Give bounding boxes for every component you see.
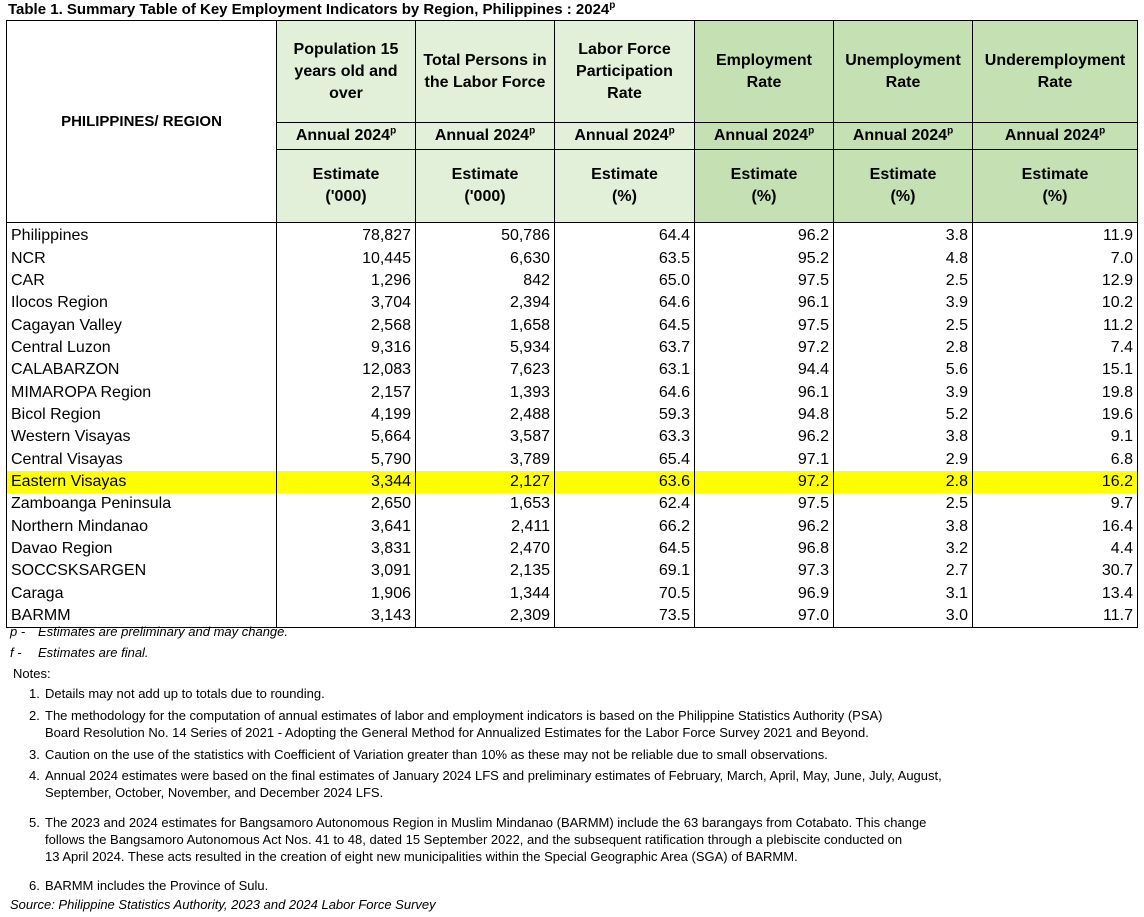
value-cell: 10,445 — [277, 247, 416, 269]
value-cell: 5.2 — [834, 404, 973, 426]
value-cell: 3.8 — [834, 515, 973, 537]
value-cell: 3.8 — [834, 426, 973, 448]
unit-header: Estimate (%) — [555, 150, 695, 223]
value-cell: 5,934 — [416, 337, 555, 359]
region-name-cell: BARMM — [7, 605, 277, 628]
value-cell: 11.9 — [973, 223, 1138, 248]
footnote-final: f - Estimates are final. — [10, 645, 149, 660]
region-name-cell: NCR — [7, 247, 277, 269]
value-cell: 4.4 — [973, 538, 1138, 560]
value-cell: 94.4 — [695, 359, 834, 381]
table-row — [7, 471, 1138, 493]
value-cell: 5,664 — [277, 426, 416, 448]
value-cell: 50,786 — [416, 223, 555, 248]
column-header-population: Population 15 years old and over — [277, 21, 416, 123]
value-cell: 3.1 — [834, 583, 973, 605]
value-cell: 1,658 — [416, 314, 555, 336]
column-header-underemployment-rate: Underemployment Rate — [973, 21, 1138, 123]
value-cell: 1,653 — [416, 493, 555, 515]
value-cell: 70.5 — [555, 583, 695, 605]
period-header: Annual 2024$^p$ — [416, 123, 555, 150]
table-row — [7, 560, 1138, 582]
region-name-cell: Cagayan Valley — [7, 314, 277, 336]
table-row — [7, 359, 1138, 381]
table-row — [7, 426, 1138, 448]
value-cell: 12,083 — [277, 359, 416, 381]
value-cell: 1,393 — [416, 381, 555, 403]
value-cell: 7,623 — [416, 359, 555, 381]
region-name-cell: MIMAROPA Region — [7, 381, 277, 403]
table-row — [7, 404, 1138, 426]
value-cell: 97.5 — [695, 314, 834, 336]
value-cell: 842 — [416, 270, 555, 292]
table-row — [7, 247, 1138, 269]
table-row — [7, 515, 1138, 537]
unit-header: Estimate (%) — [834, 150, 973, 223]
value-cell: 16.2 — [973, 471, 1138, 493]
region-name-cell: Philippines — [7, 223, 277, 248]
value-cell: 64.5 — [555, 314, 695, 336]
region-name-cell: Ilocos Region — [7, 292, 277, 314]
value-cell: 9,316 — [277, 337, 416, 359]
value-cell: 3,704 — [277, 292, 416, 314]
value-cell: 2,394 — [416, 292, 555, 314]
value-cell: 2.8 — [834, 337, 973, 359]
period-header: Annual 2024$^p$ — [973, 123, 1138, 150]
table-row — [7, 583, 1138, 605]
value-cell: 63.6 — [555, 471, 695, 493]
value-cell: 2,157 — [277, 381, 416, 403]
value-cell: 78,827 — [277, 223, 416, 248]
value-cell: 3.9 — [834, 292, 973, 314]
value-cell: 3,831 — [277, 538, 416, 560]
value-cell: 69.1 — [555, 560, 695, 582]
value-cell: 2,488 — [416, 404, 555, 426]
value-cell: 64.6 — [555, 381, 695, 403]
value-cell: 3,143 — [277, 605, 416, 628]
table-row — [7, 270, 1138, 292]
value-cell: 1,296 — [277, 270, 416, 292]
value-cell: 2.8 — [834, 471, 973, 493]
notes-heading: Notes: — [13, 666, 51, 681]
value-cell: 96.1 — [695, 292, 834, 314]
value-cell: 3,587 — [416, 426, 555, 448]
value-cell: 66.2 — [555, 515, 695, 537]
value-cell: 97.3 — [695, 560, 834, 582]
value-cell: 3,344 — [277, 471, 416, 493]
value-cell: 2.5 — [834, 493, 973, 515]
period-header: Annual 2024$^p$ — [277, 123, 416, 150]
region-name-cell: CAR — [7, 270, 277, 292]
region-name-cell: Central Luzon — [7, 337, 277, 359]
region-name-cell: Western Visayas — [7, 426, 277, 448]
region-name-cell: Caraga — [7, 583, 277, 605]
value-cell: 2,470 — [416, 538, 555, 560]
note-item: 2. The methodology for the computation of annual estimates of labor and employment indicators is based on the Philippine Statistics Authority (PSA) Board Resolution No. 14 Series of 2021 - Adopting the General Method for Annualized Estimates for the Labor Force Survey 2021 and Beyond. — [29, 708, 883, 740]
unit-header: Estimate (%) — [695, 150, 834, 223]
region-name-cell: Zamboanga Peninsula — [7, 493, 277, 515]
column-header-unemployment-rate: Unemployment Rate — [834, 21, 973, 123]
region-name-cell: SOCCSKSARGEN — [7, 560, 277, 582]
column-header-employment-rate: Employment Rate — [695, 21, 834, 123]
value-cell: 11.2 — [973, 314, 1138, 336]
value-cell: 3.2 — [834, 538, 973, 560]
value-cell: 2.5 — [834, 270, 973, 292]
region-name-cell: Northern Mindanao — [7, 515, 277, 537]
value-cell: 97.5 — [695, 270, 834, 292]
source-line: Source: Philippine Statistics Authority, 2023 and 2024 Labor Force Survey — [10, 897, 436, 912]
value-cell: 7.4 — [973, 337, 1138, 359]
region-name-cell: Central Visayas — [7, 448, 277, 470]
table-row — [7, 493, 1138, 515]
note-item: 3. Caution on the use of the statistics with Coefficient of Variation greater than 10% as these may not be reliable due to small observations. — [29, 747, 828, 762]
unit-header: Estimate ('000) — [416, 150, 555, 223]
period-header: Annual 2024$^p$ — [834, 123, 973, 150]
value-cell: 2,411 — [416, 515, 555, 537]
table-row — [7, 337, 1138, 359]
value-cell: 9.1 — [973, 426, 1138, 448]
value-cell: 9.7 — [973, 493, 1138, 515]
value-cell: 3,641 — [277, 515, 416, 537]
value-cell: 96.2 — [695, 223, 834, 248]
value-cell: 6.8 — [973, 448, 1138, 470]
value-cell: 97.1 — [695, 448, 834, 470]
note-item: 5. The 2023 and 2024 estimates for Bangsamoro Autonomous Region in Muslim Mindanao (BARMM) include the 63 barangays from Cotabato. This change follows the Bangsamoro Autonomous Act Nos. 41 to 48, dated 15 September 2022, and the subsequent ratification through a plebiscite conducted on 13 April 2024. These acts resulted in the creation of eight new municipalities within the Special Geographic Area (SGA) of BARMM. — [29, 815, 927, 864]
value-cell: 96.1 — [695, 381, 834, 403]
value-cell: 59.3 — [555, 404, 695, 426]
footnote-preliminary: p - Estimates are preliminary and may change. — [10, 624, 289, 639]
note-item: 1. Details may not add up to totals due to rounding. — [29, 686, 325, 701]
value-cell: 2.9 — [834, 448, 973, 470]
value-cell: 3,091 — [277, 560, 416, 582]
period-header: Annual 2024$^p$ — [555, 123, 695, 150]
value-cell: 63.1 — [555, 359, 695, 381]
column-header-labor-force: Total Persons in the Labor Force — [416, 21, 555, 123]
value-cell: 64.6 — [555, 292, 695, 314]
value-cell: 16.4 — [973, 515, 1138, 537]
unit-header: Estimate (%) — [973, 150, 1138, 223]
note-item: 4. Annual 2024 estimates were based on the final estimates of January 2024 LFS and preliminary estimates of February, March, April, May, June, July, August, September, October, November, and December 2024 LFS. — [29, 768, 942, 800]
value-cell: 97.2 — [695, 471, 834, 493]
employment-indicators-table — [6, 20, 1138, 628]
value-cell: 3,789 — [416, 448, 555, 470]
table-row — [7, 381, 1138, 403]
value-cell: 96.2 — [695, 426, 834, 448]
value-cell: 63.7 — [555, 337, 695, 359]
value-cell: 97.0 — [695, 605, 834, 628]
value-cell: 1,906 — [277, 583, 416, 605]
value-cell: 15.1 — [973, 359, 1138, 381]
value-cell: 96.9 — [695, 583, 834, 605]
value-cell: 19.8 — [973, 381, 1138, 403]
table-title: Table 1. Summary Table of Key Employment Indicators by Region, Philippines : 2024$^p$ — [8, 0, 616, 18]
value-cell: 73.5 — [555, 605, 695, 628]
value-cell: 65.4 — [555, 448, 695, 470]
value-cell: 6,630 — [416, 247, 555, 269]
table-row — [7, 223, 1138, 248]
value-cell: 94.8 — [695, 404, 834, 426]
value-cell: 10.2 — [973, 292, 1138, 314]
value-cell: 65.0 — [555, 270, 695, 292]
value-cell: 1,344 — [416, 583, 555, 605]
value-cell: 95.2 — [695, 247, 834, 269]
value-cell: 19.6 — [973, 404, 1138, 426]
value-cell: 96.2 — [695, 515, 834, 537]
value-cell: 2,650 — [277, 493, 416, 515]
unit-header: Estimate ('000) — [277, 150, 416, 223]
value-cell: 97.2 — [695, 337, 834, 359]
region-name-cell: Bicol Region — [7, 404, 277, 426]
value-cell: 11.7 — [973, 605, 1138, 628]
column-header-lfpr: Labor Force Participation Rate — [555, 21, 695, 123]
value-cell: 3.8 — [834, 223, 973, 248]
value-cell: 64.4 — [555, 223, 695, 248]
value-cell: 64.5 — [555, 538, 695, 560]
value-cell: 7.0 — [973, 247, 1138, 269]
value-cell: 2.7 — [834, 560, 973, 582]
value-cell: 97.5 — [695, 493, 834, 515]
value-cell: 12.9 — [973, 270, 1138, 292]
value-cell: 2,309 — [416, 605, 555, 628]
value-cell: 63.3 — [555, 426, 695, 448]
value-cell: 2,568 — [277, 314, 416, 336]
value-cell: 96.8 — [695, 538, 834, 560]
region-column-header: PHILIPPINES/ REGION — [7, 21, 277, 223]
period-header: Annual 2024$^p$ — [695, 123, 834, 150]
value-cell: 13.4 — [973, 583, 1138, 605]
table-row — [7, 292, 1138, 314]
region-name-cell: CALABARZON — [7, 359, 277, 381]
value-cell: 2,127 — [416, 471, 555, 493]
value-cell: 4.8 — [834, 247, 973, 269]
value-cell: 63.5 — [555, 247, 695, 269]
value-cell: 2,135 — [416, 560, 555, 582]
note-item: 6. BARMM includes the Province of Sulu. — [29, 878, 269, 893]
value-cell: 3.9 — [834, 381, 973, 403]
value-cell: 3.0 — [834, 605, 973, 628]
table-body — [7, 223, 1138, 628]
region-name-cell: Eastern Visayas — [7, 471, 277, 493]
table-row — [7, 538, 1138, 560]
region-name-cell: Davao Region — [7, 538, 277, 560]
value-cell: 4,199 — [277, 404, 416, 426]
value-cell: 5,790 — [277, 448, 416, 470]
value-cell: 62.4 — [555, 493, 695, 515]
value-cell: 30.7 — [973, 560, 1138, 582]
value-cell: 5.6 — [834, 359, 973, 381]
value-cell: 2.5 — [834, 314, 973, 336]
table-row — [7, 314, 1138, 336]
table-row — [7, 448, 1138, 470]
